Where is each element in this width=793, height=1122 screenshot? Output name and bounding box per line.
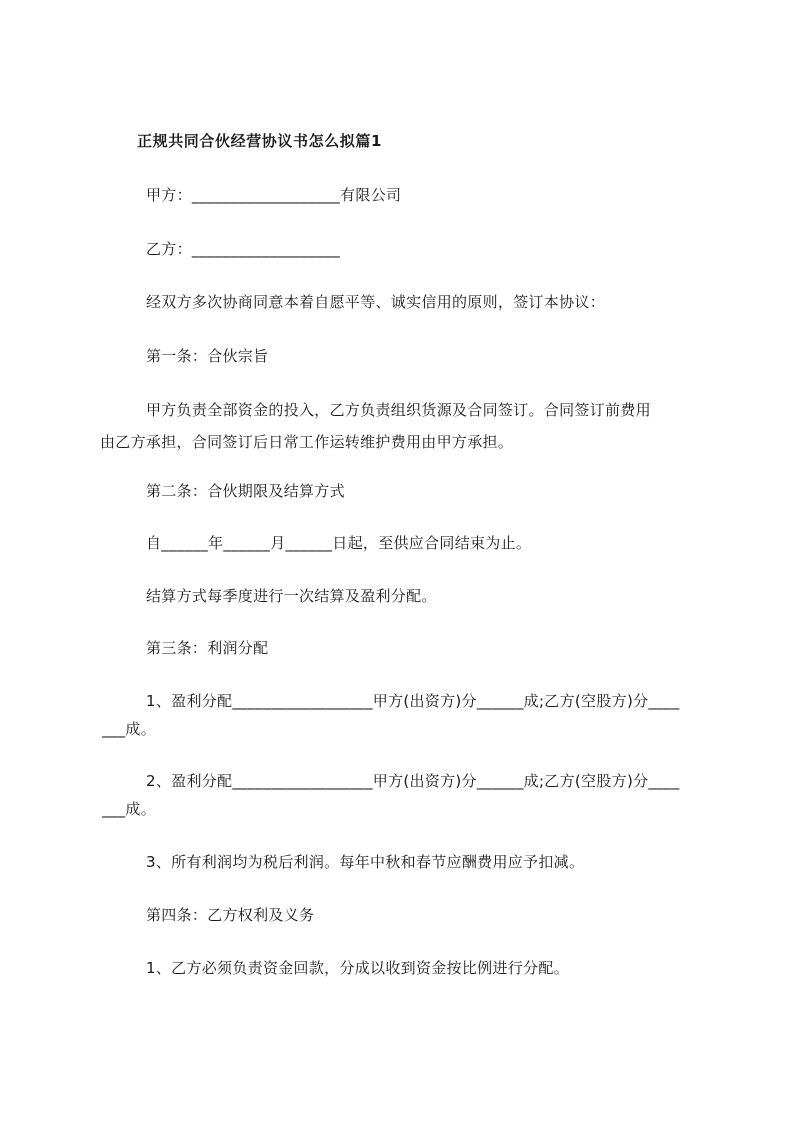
article-3-item-2-line-1: 2、盈利分配__________________甲方(出资方)分______成;乙方(空股方)分____ <box>146 772 680 790</box>
article-3-item-2-line-2: ___成。 <box>102 800 157 818</box>
article-2-settlement: 结算方式每季度进行一次结算及盈利分配。 <box>146 587 437 605</box>
article-4-heading: 第四条：乙方权利及义务 <box>146 906 315 924</box>
party-b-line: 乙方：___________________ <box>146 240 341 258</box>
article-2-heading: 第二条：合伙期限及结算方式 <box>146 482 345 500</box>
preamble-paragraph: 经双方多次协商同意本着自愿平等、诚实信用的原则，签订本协议： <box>146 293 606 311</box>
party-a-line: 甲方：___________________有限公司 <box>146 186 402 204</box>
article-3-item-1-line-2: ___成。 <box>102 720 157 738</box>
article-1-heading: 第一条：合伙宗旨 <box>146 347 269 365</box>
article-3-item-3: 3、所有利润均为税后利润。每年中秋和春节应酬费用应予扣减。 <box>146 853 585 871</box>
document-title: 正规共同合伙经营协议书怎么拟篇1 <box>137 132 383 150</box>
article-4-item-1: 1、乙方必须负责资金回款，分成以收到资金按比例进行分配。 <box>146 959 569 977</box>
article-3-heading: 第三条：利润分配 <box>146 639 269 657</box>
article-2-term: 自______年______月______日起，至供应合同结束为止。 <box>146 534 532 552</box>
article-3-item-1-line-1: 1、盈利分配__________________甲方(出资方)分______成;乙方(空股方)分____ <box>146 692 680 710</box>
article-1-body: 甲方负责全部资金的投入，乙方负责组织货源及合同签订。合同签订前费用由乙方承担，合同签订后日常工作运转维护费用由甲方承担。 <box>100 401 651 451</box>
